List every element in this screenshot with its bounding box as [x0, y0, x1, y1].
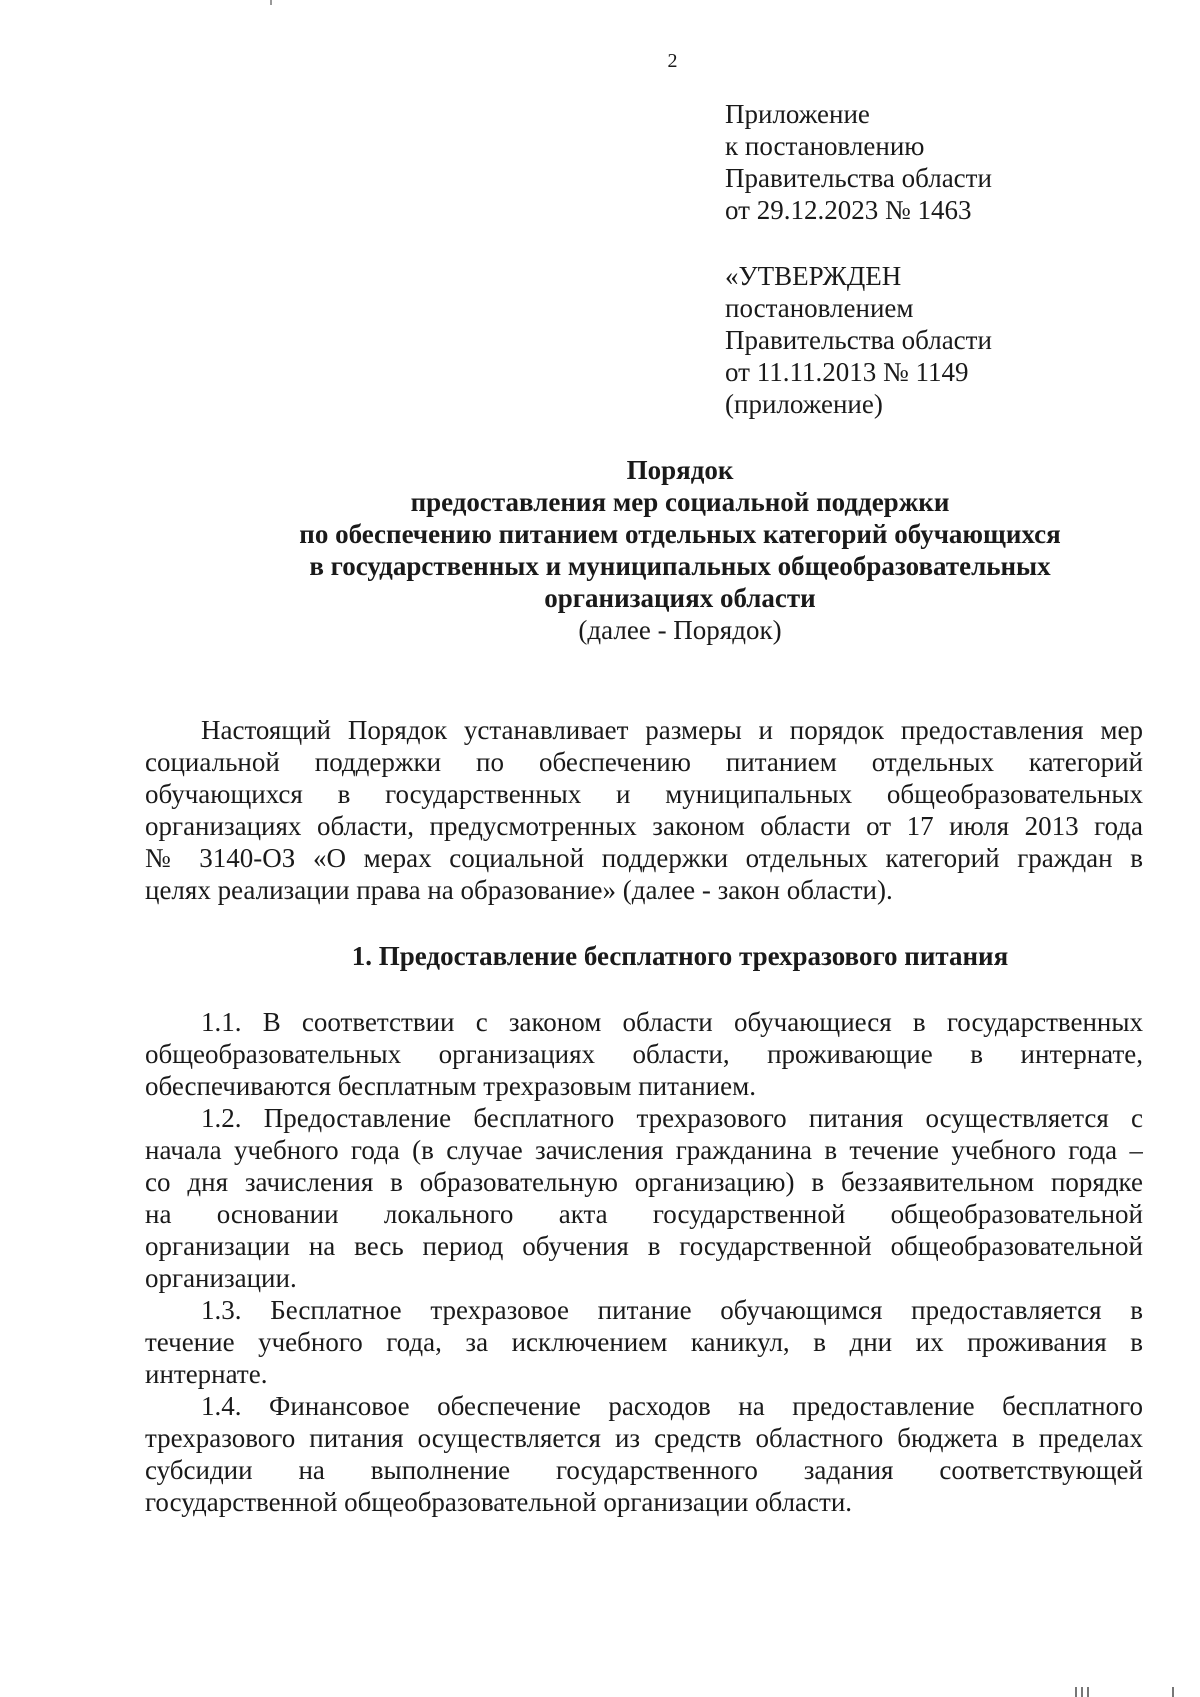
title-line: организациях области: [544, 583, 816, 613]
approved-line: от 11.11.2013 № 1149: [725, 357, 969, 387]
paragraph-1-3: [145, 1294, 1143, 1390]
text-line: государственной общеобразовательной организации области.: [145, 1487, 853, 1517]
text-line: начала учебного года (в случае зачисления гражданина в течение учебного года –: [145, 1135, 1143, 1165]
text-line: на основании локального акта государственной общеобразовательной: [145, 1199, 1143, 1229]
text-line: субсидии на выполнение государственного задания соответствующей: [145, 1455, 1143, 1485]
scan-artifact: [1075, 1687, 1077, 1697]
text-line: общеобразовательных организациях области, проживающие в интернате,: [145, 1039, 1143, 1069]
paragraph-1-2: [145, 1102, 1143, 1294]
text-line: целях реализации права на образование» (далее - закон области).: [145, 875, 893, 905]
appendix-reference: [725, 98, 992, 226]
page-number: 2: [667, 50, 678, 72]
text-line: социальной поддержки по обеспечению питанием отдельных категорий: [145, 747, 1143, 777]
text-line: обучающихся в государственных и муниципальных общеобразовательных: [145, 779, 1143, 809]
text-line: 1.1. В соответствии с законом области обучающиеся в государственных: [201, 1007, 1143, 1037]
text-line: течение учебного года, за исключением каникул, в дни их проживания в: [145, 1327, 1143, 1357]
intro-paragraph: [145, 714, 1143, 906]
document-title: [140, 454, 1200, 614]
approved-line: (приложение): [725, 389, 883, 419]
scan-mark: [270, 0, 272, 5]
title-line: по обеспечению питанием отдельных категорий обучающихся: [299, 519, 1061, 549]
approved-line: постановлением: [725, 293, 914, 323]
appendix-line: к постановлению: [725, 131, 925, 161]
approved-line: Правительства области: [725, 325, 992, 355]
text-line: со дня зачисления в образовательную организацию) в беззаявительном порядке: [145, 1167, 1143, 1197]
paragraph-1-4: [145, 1390, 1143, 1518]
text-line: 1.3. Бесплатное трехразовое питание обучающимся предоставляется в: [201, 1295, 1143, 1325]
text-line: № 3140-ОЗ «О мерах социальной поддержки отдельных категорий граждан в: [145, 843, 1143, 873]
text-line: организациях области, предусмотренных законом области от 17 июля 2013 года: [145, 811, 1143, 841]
text-line: организации на весь период обучения в государственной общеобразовательной: [145, 1231, 1143, 1261]
appendix-line: Приложение: [725, 99, 870, 129]
scan-artifact: [1172, 1687, 1174, 1697]
appendix-line: от 29.12.2023 № 1463: [725, 195, 972, 225]
text-line: обеспечиваются бесплатным трехразовым питанием.: [145, 1071, 756, 1101]
approval-stamp-text: [725, 260, 992, 420]
text-line: 1.2. Предоставление бесплатного трехразового питания осуществляется с: [201, 1103, 1143, 1133]
title-line: в государственных и муниципальных общеобразовательных: [309, 551, 1051, 581]
approved-line: «УТВЕРЖДЕН: [725, 261, 902, 291]
scan-artifact: [1081, 1687, 1083, 1697]
text-line: интернате.: [145, 1359, 268, 1389]
paragraph-1-1: [145, 1006, 1143, 1102]
text-line: трехразового питания осуществляется из средств областного бюджета в пределах: [145, 1423, 1143, 1453]
scan-artifact: [1087, 1687, 1089, 1697]
section-heading: 1. Предоставление бесплатного трехразового питания: [351, 941, 1009, 971]
appendix-line: Правительства области: [725, 163, 992, 193]
text-line: организации.: [145, 1263, 297, 1293]
title-line: Порядок: [626, 455, 734, 485]
text-line: 1.4. Финансовое обеспечение расходов на предоставление бесплатного: [201, 1391, 1143, 1421]
text-line: Настоящий Порядок устанавливает размеры и порядок предоставления мер: [201, 715, 1143, 745]
title-line: предоставления мер социальной поддержки: [410, 487, 950, 517]
document-subtitle: (далее - Порядок): [578, 615, 782, 645]
